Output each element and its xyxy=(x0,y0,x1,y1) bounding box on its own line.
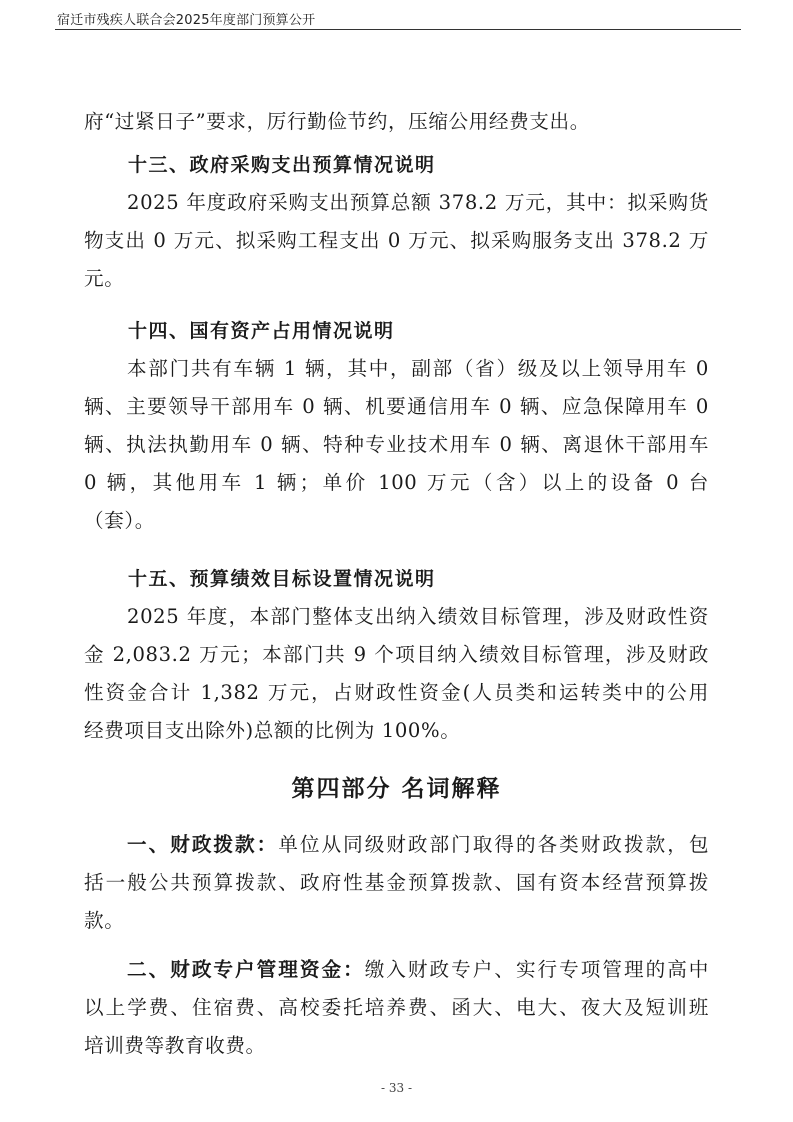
paragraph-line: 辆、执法执勤用车 0 辆、特种专业技术用车 0 辆、离退休干部用车 xyxy=(84,433,709,456)
continued-paragraph xyxy=(84,103,709,141)
paragraph-line: 2025 年度政府采购支出预算总额 378.2 万元，其中：拟采购货 xyxy=(127,191,709,214)
header-divider xyxy=(55,29,741,30)
paragraph-performance xyxy=(84,598,709,750)
paragraph-line: 本部门共有车辆 1 辆，其中，副部（省）级及以上领导用车 0 xyxy=(127,357,709,380)
paragraph-line xyxy=(84,826,709,864)
paragraph-line: 经费项目支出除外)总额的比例为 100%。 xyxy=(84,719,461,742)
paragraph-line xyxy=(84,951,709,989)
term-label: 一、财政拨款： xyxy=(127,833,279,856)
paragraph-line: 府“过紧日子”要求，厉行勤俭节约，压缩公用经费支出。 xyxy=(84,110,590,133)
paragraph-line: 性资金合计 1,382 万元，占财政性资金(人员类和运转类中的公用 xyxy=(84,681,709,704)
paragraph-line: （套）。 xyxy=(84,509,155,532)
section-heading-procurement: 十三、政府采购支出预算情况说明 xyxy=(128,154,436,176)
part-title: 第四部分 名词解释 xyxy=(291,776,502,802)
paragraph-line: 款。 xyxy=(84,909,125,932)
page-header: 宿迁市残疾人联合会2025年度部门预算公开 xyxy=(57,13,316,28)
section-heading-performance: 十五、预算绩效目标设置情况说明 xyxy=(128,568,436,590)
paragraph-assets xyxy=(84,350,709,540)
paragraph-line: 元。 xyxy=(84,267,125,290)
paragraph-line: 括一般公共预算拨款、政府性基金预算拨款、国有资本经营预算拨 xyxy=(84,871,709,894)
paragraph-line: 2025 年度，本部门整体支出纳入绩效目标管理，涉及财政性资 xyxy=(127,605,709,628)
paragraph-line: 0 辆，其他用车 1 辆；单价 100 万元（含）以上的设备 0 台 xyxy=(84,471,709,494)
page-number: - 33 - xyxy=(380,1081,412,1095)
section-heading-assets: 十四、国有资产占用情况说明 xyxy=(128,320,395,342)
term-financial-appropriation xyxy=(84,826,709,940)
paragraph-line: 物支出 0 万元、拟采购工程支出 0 万元、拟采购服务支出 378.2 万 xyxy=(84,229,709,252)
term-label: 二、财政专户管理资金： xyxy=(127,958,365,981)
term-special-account-funds xyxy=(84,951,709,1065)
paragraph-procurement xyxy=(84,184,709,298)
term-definition: 单位从同级财政部门取得的各类财政拨款，包 xyxy=(278,833,710,856)
paragraph-line: 辆、主要领导干部用车 0 辆、机要通信用车 0 辆、应急保障用车 0 xyxy=(84,395,709,418)
paragraph-line: 培训费等教育收费。 xyxy=(84,1034,266,1057)
paragraph-line: 以上学费、住宿费、高校委托培养费、函大、电大、夜大及短训班 xyxy=(84,996,709,1019)
term-definition: 缴入财政专户、实行专项管理的高中 xyxy=(364,958,709,981)
paragraph-line: 金 2,083.2 万元；本部门共 9 个项目纳入绩效目标管理，涉及财政 xyxy=(84,643,709,666)
